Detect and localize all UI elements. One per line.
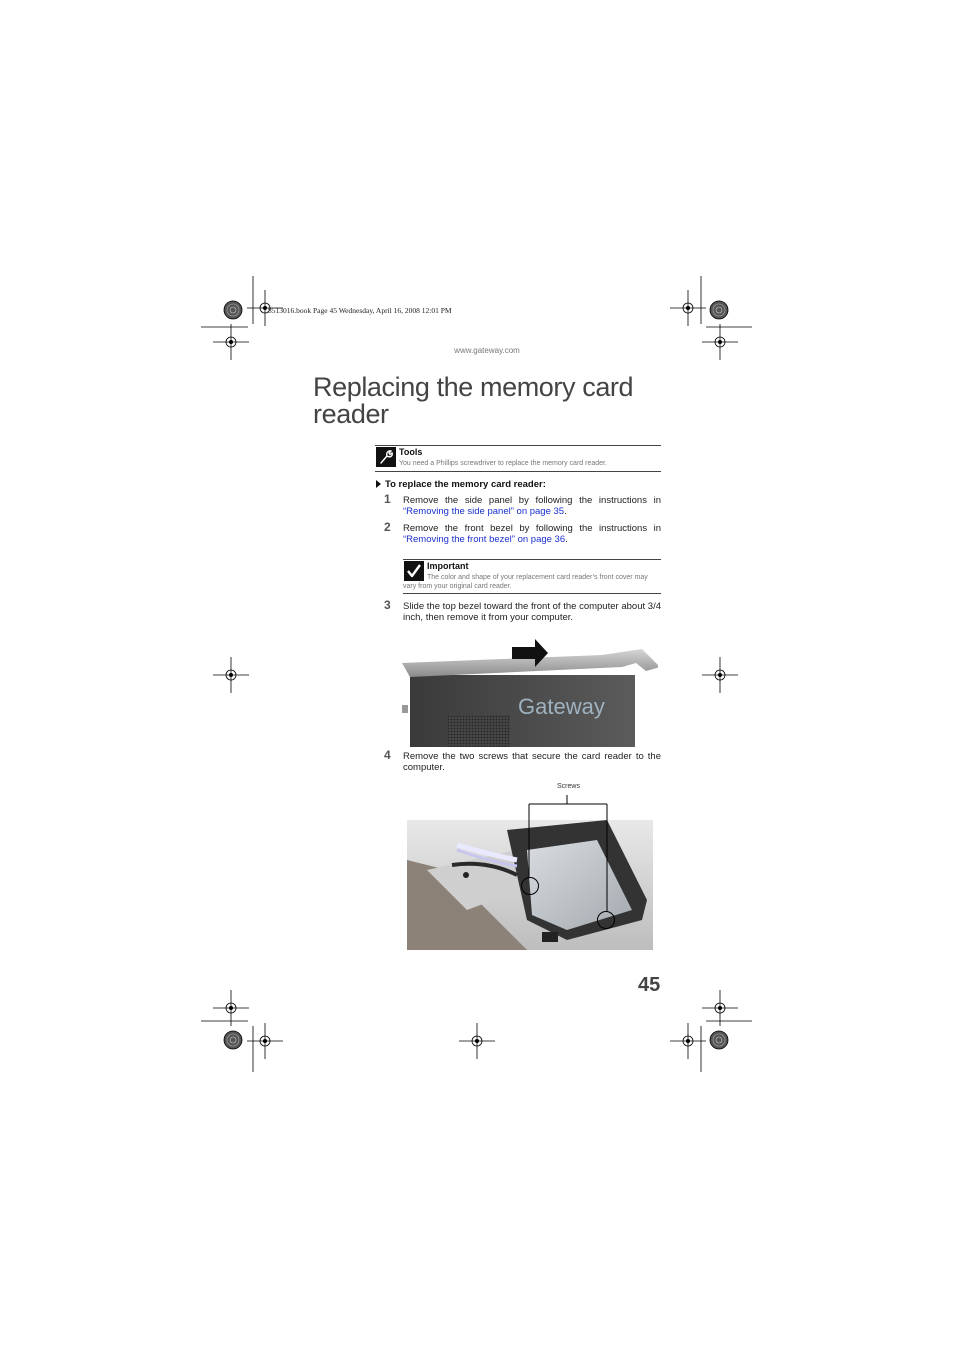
step-number: 2 — [384, 520, 391, 534]
procedure-heading: To replace the memory card reader: — [376, 479, 546, 490]
tools-body: You need a Phillips screwdriver to replace the memory card reader. — [399, 460, 607, 467]
site-url: www.gateway.com — [454, 346, 520, 355]
page-title: Replacing the memory card reader — [313, 372, 634, 429]
important-note — [403, 559, 661, 594]
step-text: Slide the top bezel toward the front of the computer about 3/4 inch, then remove it from your computer. — [403, 601, 661, 623]
important-heading: Important — [427, 561, 469, 571]
tools-note — [375, 445, 661, 472]
top-bezel-photo — [402, 637, 658, 747]
tools-heading: Tools — [399, 447, 423, 457]
step-number: 3 — [384, 598, 391, 612]
step-text: Remove the two screws that secure the card reader to the computer. — [403, 751, 661, 773]
step-number: 4 — [384, 748, 391, 762]
step-text: Remove the side panel by following the instructions in “Removing the side panel” on page 35. — [403, 495, 661, 517]
card-reader-photo — [407, 820, 653, 950]
screws-label: Screws — [557, 783, 580, 790]
important-body: The color and shape of your replacement card reader’s front cover may vary from your original card reader. — [403, 574, 648, 590]
link-removing-side-panel[interactable]: “Removing the side panel” on page 35 — [403, 506, 565, 517]
step-text: Remove the front bezel by following the instructions in “Removing the front bezel” on page 36. — [403, 523, 661, 545]
step-number: 1 — [384, 492, 391, 506]
wrench-icon — [376, 447, 396, 467]
link-removing-front-bezel[interactable]: “Removing the front bezel” on page 36 — [403, 534, 566, 545]
arrow-right-icon — [376, 480, 381, 488]
gateway-logo: Gateway — [518, 694, 605, 719]
page-number: 45 — [638, 974, 661, 996]
print-metadata: 8513016.book Page 45 Wednesday, April 16, 2008 12:01 PM — [268, 306, 452, 315]
